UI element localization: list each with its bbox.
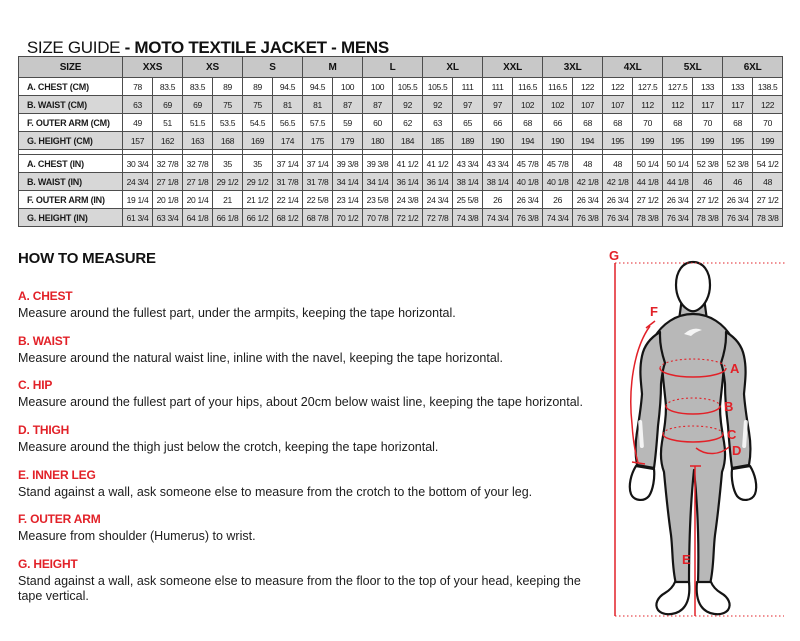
- size-value-cell: 39 3/8: [363, 155, 393, 173]
- measure-section-text: Measure around the natural waist line, inline with the navel, keeping the tape horizontal.: [18, 350, 504, 365]
- size-value-cell: 179: [333, 132, 363, 150]
- size-value-cell: 29 1/2: [213, 173, 243, 191]
- measure-section-label: D. THIGH: [18, 422, 70, 437]
- size-value-cell: 45 7/8: [513, 155, 543, 173]
- size-value-cell: 107: [573, 96, 603, 114]
- size-value-cell: 76 3/8: [513, 209, 543, 227]
- size-value-cell: 87: [363, 96, 393, 114]
- size-value-cell: 162: [153, 132, 183, 150]
- measure-section-text: Measure around the fullest part, under the armpits, keeping the tape horizontal.: [18, 306, 456, 320]
- row-label: A. CHEST (IN): [19, 155, 123, 173]
- size-value-cell: 122: [753, 96, 783, 114]
- size-value-cell: 74 3/4: [543, 209, 573, 227]
- size-value-cell: 26: [543, 191, 573, 209]
- size-value-cell: 50 1/4: [663, 155, 693, 173]
- size-value-cell: 81: [273, 96, 303, 114]
- size-value-cell: 27 1/8: [153, 173, 183, 191]
- size-value-cell: 38 1/4: [483, 173, 513, 191]
- row-label: B. WAIST (CM): [19, 96, 123, 114]
- measure-section-text: Measure from shoulder (Humerus) to wrist.: [18, 529, 256, 544]
- size-value-cell: 41 1/2: [393, 155, 423, 173]
- size-table-row: [19, 173, 783, 191]
- size-value-cell: 68: [513, 114, 543, 132]
- row-label: F. OUTER ARM (IN): [19, 191, 123, 209]
- label-b: B: [724, 399, 734, 414]
- measure-section-a: [18, 289, 603, 322]
- size-value-cell: 70: [753, 114, 783, 132]
- size-value-cell: 195: [603, 132, 633, 150]
- size-value-cell: 27 1/2: [693, 191, 723, 209]
- size-value-cell: 21 1/2: [243, 191, 273, 209]
- size-value-cell: 66: [483, 114, 513, 132]
- size-value-cell: 31 7/8: [303, 173, 333, 191]
- size-value-cell: 60: [363, 114, 393, 132]
- size-column-header-m: M: [303, 57, 363, 78]
- size-value-cell: 32 7/8: [183, 155, 213, 173]
- size-value-cell: 30 3/4: [123, 155, 153, 173]
- size-value-cell: 66 1/2: [243, 209, 273, 227]
- size-value-cell: 20 1/8: [153, 191, 183, 209]
- size-value-cell: 38 1/4: [453, 173, 483, 191]
- size-value-cell: 46: [723, 173, 753, 191]
- size-value-cell: 37 1/4: [273, 155, 303, 173]
- row-label: F. OUTER ARM (CM): [19, 114, 123, 132]
- size-value-cell: 49: [123, 114, 153, 132]
- measure-section-label: F. OUTER ARM: [18, 512, 101, 527]
- size-value-cell: 138.5: [753, 78, 783, 96]
- size-value-cell: 63: [123, 96, 153, 114]
- size-value-cell: 27 1/2: [753, 191, 783, 209]
- size-value-cell: 97: [483, 96, 513, 114]
- size-value-cell: 68: [573, 114, 603, 132]
- size-value-cell: 27 1/8: [183, 173, 213, 191]
- size-value-cell: 44 1/8: [663, 173, 693, 191]
- row-label: G. HEIGHT (IN): [19, 209, 123, 227]
- size-table-corner-label: SIZE: [19, 57, 123, 78]
- measure-section-g: [18, 557, 603, 605]
- size-value-cell: 190: [543, 132, 573, 150]
- body-measurement-figure: [598, 248, 792, 638]
- size-value-cell: 127.5: [633, 78, 663, 96]
- size-value-cell: 83.5: [153, 78, 183, 96]
- size-table-row: [19, 209, 783, 227]
- size-value-cell: 36 1/4: [423, 173, 453, 191]
- measure-section-text: Stand against a wall, ask someone else to measure from the floor to the top of your head, keeping the tape vertical.: [18, 573, 581, 604]
- figure-left-hand: [630, 466, 654, 500]
- size-value-cell: 29 1/2: [243, 173, 273, 191]
- size-value-cell: 195: [723, 132, 753, 150]
- size-value-cell: 41 1/2: [423, 155, 453, 173]
- size-value-cell: 78 3/8: [753, 209, 783, 227]
- size-value-cell: 65: [453, 114, 483, 132]
- size-value-cell: 63 3/4: [153, 209, 183, 227]
- size-value-cell: 75: [213, 96, 243, 114]
- size-value-cell: 34 1/4: [363, 173, 393, 191]
- size-column-header-l: L: [363, 57, 423, 78]
- figure-left-foot: [656, 582, 689, 614]
- size-value-cell: 122: [603, 78, 633, 96]
- label-e: E: [682, 552, 691, 567]
- size-column-header-5xl: 5XL: [663, 57, 723, 78]
- size-value-cell: 52 3/8: [693, 155, 723, 173]
- size-value-cell: 100: [333, 78, 363, 96]
- size-table: [18, 56, 783, 227]
- size-table-row: [19, 114, 783, 132]
- size-value-cell: 76 3/4: [663, 209, 693, 227]
- size-value-cell: 190: [483, 132, 513, 150]
- page-title-prefix: SIZE GUIDE: [26, 38, 125, 57]
- measure-section-e: [18, 468, 603, 501]
- size-value-cell: 26 3/4: [573, 191, 603, 209]
- size-value-cell: 175: [303, 132, 333, 150]
- size-value-cell: 74 3/4: [483, 209, 513, 227]
- how-to-measure: [18, 250, 603, 617]
- measure-section-d: [18, 423, 603, 456]
- size-value-cell: 185: [423, 132, 453, 150]
- size-value-cell: 76 3/4: [723, 209, 753, 227]
- size-value-cell: 69: [153, 96, 183, 114]
- size-value-cell: 76 3/8: [573, 209, 603, 227]
- row-label: B. WAIST (IN): [19, 173, 123, 191]
- label-c: C: [727, 427, 737, 442]
- size-value-cell: 107: [603, 96, 633, 114]
- size-value-cell: 199: [633, 132, 663, 150]
- size-value-cell: 83.5: [183, 78, 213, 96]
- size-value-cell: 62: [393, 114, 423, 132]
- size-value-cell: 35: [243, 155, 273, 173]
- size-value-cell: 21: [213, 191, 243, 209]
- size-value-cell: 116.5: [513, 78, 543, 96]
- size-value-cell: 50 1/4: [633, 155, 663, 173]
- size-value-cell: 22 1/4: [273, 191, 303, 209]
- size-value-cell: 26 3/4: [603, 191, 633, 209]
- size-value-cell: 102: [543, 96, 573, 114]
- size-value-cell: 42 1/8: [573, 173, 603, 191]
- page-title: [18, 18, 389, 58]
- size-value-cell: 32 7/8: [153, 155, 183, 173]
- measure-section-label: C. HIP: [18, 378, 53, 393]
- size-value-cell: 68: [723, 114, 753, 132]
- size-value-cell: 26 3/4: [723, 191, 753, 209]
- size-value-cell: 44 1/8: [633, 173, 663, 191]
- size-value-cell: 102: [513, 96, 543, 114]
- size-value-cell: 54 1/2: [753, 155, 783, 173]
- measure-section-label: B. WAIST: [18, 333, 70, 348]
- size-value-cell: 72 7/8: [423, 209, 453, 227]
- measure-sections: [18, 289, 603, 605]
- size-value-cell: 112: [663, 96, 693, 114]
- measure-section-label: G. HEIGHT: [18, 556, 78, 571]
- size-value-cell: 48: [573, 155, 603, 173]
- size-value-cell: 81: [303, 96, 333, 114]
- size-value-cell: 194: [573, 132, 603, 150]
- page-title-main: - MOTO TEXTILE JACKET - MENS: [124, 38, 389, 57]
- size-value-cell: 70 1/2: [333, 209, 363, 227]
- size-value-cell: 89: [243, 78, 273, 96]
- size-value-cell: 24 3/8: [393, 191, 423, 209]
- figure-right-foot: [697, 582, 730, 614]
- size-value-cell: 70 7/8: [363, 209, 393, 227]
- measure-section-label: E. INNER LEG: [18, 467, 96, 482]
- size-column-header-s: S: [243, 57, 303, 78]
- size-value-cell: 94.5: [303, 78, 333, 96]
- size-value-cell: 34 1/4: [333, 173, 363, 191]
- size-value-cell: 45 7/8: [543, 155, 573, 173]
- measure-section-text: Measure around the fullest part of your hips, about 20cm below waist line, keeping the tape horizontal.: [18, 395, 583, 410]
- size-value-cell: 133: [723, 78, 753, 96]
- size-column-header-6xl: 6XL: [723, 57, 783, 78]
- size-column-header-xxl: XXL: [483, 57, 543, 78]
- size-value-cell: 122: [573, 78, 603, 96]
- size-value-cell: 189: [453, 132, 483, 150]
- size-value-cell: 180: [363, 132, 393, 150]
- size-value-cell: 68: [663, 114, 693, 132]
- size-value-cell: 66: [543, 114, 573, 132]
- size-value-cell: 112: [633, 96, 663, 114]
- size-value-cell: 52 3/8: [723, 155, 753, 173]
- size-value-cell: 92: [423, 96, 453, 114]
- label-g: G: [609, 248, 620, 263]
- size-column-header-xxs: XXS: [123, 57, 183, 78]
- size-table-row: [19, 78, 783, 96]
- label-a: A: [730, 361, 740, 376]
- size-value-cell: 20 1/4: [183, 191, 213, 209]
- size-value-cell: 66 1/8: [213, 209, 243, 227]
- size-value-cell: 199: [693, 132, 723, 150]
- size-value-cell: 48: [753, 173, 783, 191]
- size-value-cell: 94.5: [273, 78, 303, 96]
- size-value-cell: 184: [393, 132, 423, 150]
- size-value-cell: 70: [693, 114, 723, 132]
- size-value-cell: 53.5: [213, 114, 243, 132]
- size-value-cell: 26 3/4: [513, 191, 543, 209]
- size-value-cell: 133: [693, 78, 723, 96]
- size-value-cell: 48: [603, 155, 633, 173]
- size-value-cell: 70: [633, 114, 663, 132]
- size-column-header-xl: XL: [423, 57, 483, 78]
- size-value-cell: 39 3/8: [333, 155, 363, 173]
- size-value-cell: 68 7/8: [303, 209, 333, 227]
- figure-torso-legs: [654, 314, 732, 584]
- size-value-cell: 35: [213, 155, 243, 173]
- size-value-cell: 105.5: [393, 78, 423, 96]
- label-d: D: [732, 443, 742, 458]
- how-to-measure-heading: HOW TO MEASURE: [18, 250, 156, 267]
- size-value-cell: 46: [693, 173, 723, 191]
- size-value-cell: 26 3/4: [663, 191, 693, 209]
- size-value-cell: 127.5: [663, 78, 693, 96]
- size-value-cell: 116.5: [543, 78, 573, 96]
- size-value-cell: 100: [363, 78, 393, 96]
- size-value-cell: 68: [603, 114, 633, 132]
- size-value-cell: 68 1/2: [273, 209, 303, 227]
- size-value-cell: 24 3/4: [123, 173, 153, 191]
- size-table-body: [19, 78, 783, 227]
- size-value-cell: 174: [273, 132, 303, 150]
- size-value-cell: 69: [183, 96, 213, 114]
- size-column-header-3xl: 3XL: [543, 57, 603, 78]
- size-value-cell: 51.5: [183, 114, 213, 132]
- size-value-cell: 57.5: [303, 114, 333, 132]
- row-label: G. HEIGHT (CM): [19, 132, 123, 150]
- size-value-cell: 199: [753, 132, 783, 150]
- size-value-cell: 59: [333, 114, 363, 132]
- figure-head: [676, 262, 710, 311]
- measure-section-text: Measure around the thigh just below the crotch, keeping the tape horizontal.: [18, 439, 439, 454]
- size-value-cell: 23 5/8: [363, 191, 393, 209]
- size-value-cell: 168: [213, 132, 243, 150]
- measure-section-text: Stand against a wall, ask someone else to measure from the crotch to the bottom of your leg.: [18, 484, 533, 499]
- size-value-cell: 26: [483, 191, 513, 209]
- size-table-row: [19, 132, 783, 150]
- measure-section-label: A. CHEST: [18, 289, 73, 303]
- size-value-cell: 63: [423, 114, 453, 132]
- size-value-cell: 40 1/8: [543, 173, 573, 191]
- size-value-cell: 37 1/4: [303, 155, 333, 173]
- size-value-cell: 78: [123, 78, 153, 96]
- size-value-cell: 27 1/2: [633, 191, 663, 209]
- size-value-cell: 105.5: [423, 78, 453, 96]
- size-value-cell: 78 3/8: [633, 209, 663, 227]
- size-value-cell: 76 3/4: [603, 209, 633, 227]
- size-value-cell: 92: [393, 96, 423, 114]
- size-value-cell: 22 5/8: [303, 191, 333, 209]
- measure-section-f: [18, 512, 603, 545]
- size-value-cell: 74 3/8: [453, 209, 483, 227]
- size-table-head-row: [19, 57, 783, 78]
- size-value-cell: 51: [153, 114, 183, 132]
- size-column-header-4xl: 4XL: [603, 57, 663, 78]
- size-value-cell: 54.5: [243, 114, 273, 132]
- size-value-cell: 194: [513, 132, 543, 150]
- size-value-cell: 157: [123, 132, 153, 150]
- size-value-cell: 87: [333, 96, 363, 114]
- size-value-cell: 169: [243, 132, 273, 150]
- size-value-cell: 31 7/8: [273, 173, 303, 191]
- size-value-cell: 195: [663, 132, 693, 150]
- size-value-cell: 43 3/4: [453, 155, 483, 173]
- size-value-cell: 97: [453, 96, 483, 114]
- size-value-cell: 163: [183, 132, 213, 150]
- size-value-cell: 78 3/8: [693, 209, 723, 227]
- size-value-cell: 89: [213, 78, 243, 96]
- size-value-cell: 111: [483, 78, 513, 96]
- outer-arm-top-tick: [646, 321, 655, 328]
- size-value-cell: 42 1/8: [603, 173, 633, 191]
- size-value-cell: 117: [723, 96, 753, 114]
- size-value-cell: 40 1/8: [513, 173, 543, 191]
- measure-section-b: [18, 334, 603, 367]
- size-value-cell: 19 1/4: [123, 191, 153, 209]
- size-value-cell: 75: [243, 96, 273, 114]
- size-value-cell: 111: [453, 78, 483, 96]
- size-value-cell: 23 1/4: [333, 191, 363, 209]
- measure-section-c: [18, 378, 603, 411]
- size-table-row: [19, 191, 783, 209]
- size-value-cell: 72 1/2: [393, 209, 423, 227]
- figure-right-hand: [732, 466, 756, 500]
- size-value-cell: 117: [693, 96, 723, 114]
- row-label: A. CHEST (CM): [19, 78, 123, 96]
- size-value-cell: 43 3/4: [483, 155, 513, 173]
- size-column-header-xs: XS: [183, 57, 243, 78]
- size-value-cell: 24 3/4: [423, 191, 453, 209]
- size-table-row: [19, 155, 783, 173]
- size-value-cell: 36 1/4: [393, 173, 423, 191]
- size-table-row: [19, 96, 783, 114]
- body-silhouette: [630, 262, 756, 614]
- size-value-cell: 61 3/4: [123, 209, 153, 227]
- label-f: F: [650, 304, 658, 319]
- size-value-cell: 25 5/8: [453, 191, 483, 209]
- size-value-cell: 64 1/8: [183, 209, 213, 227]
- size-value-cell: 56.5: [273, 114, 303, 132]
